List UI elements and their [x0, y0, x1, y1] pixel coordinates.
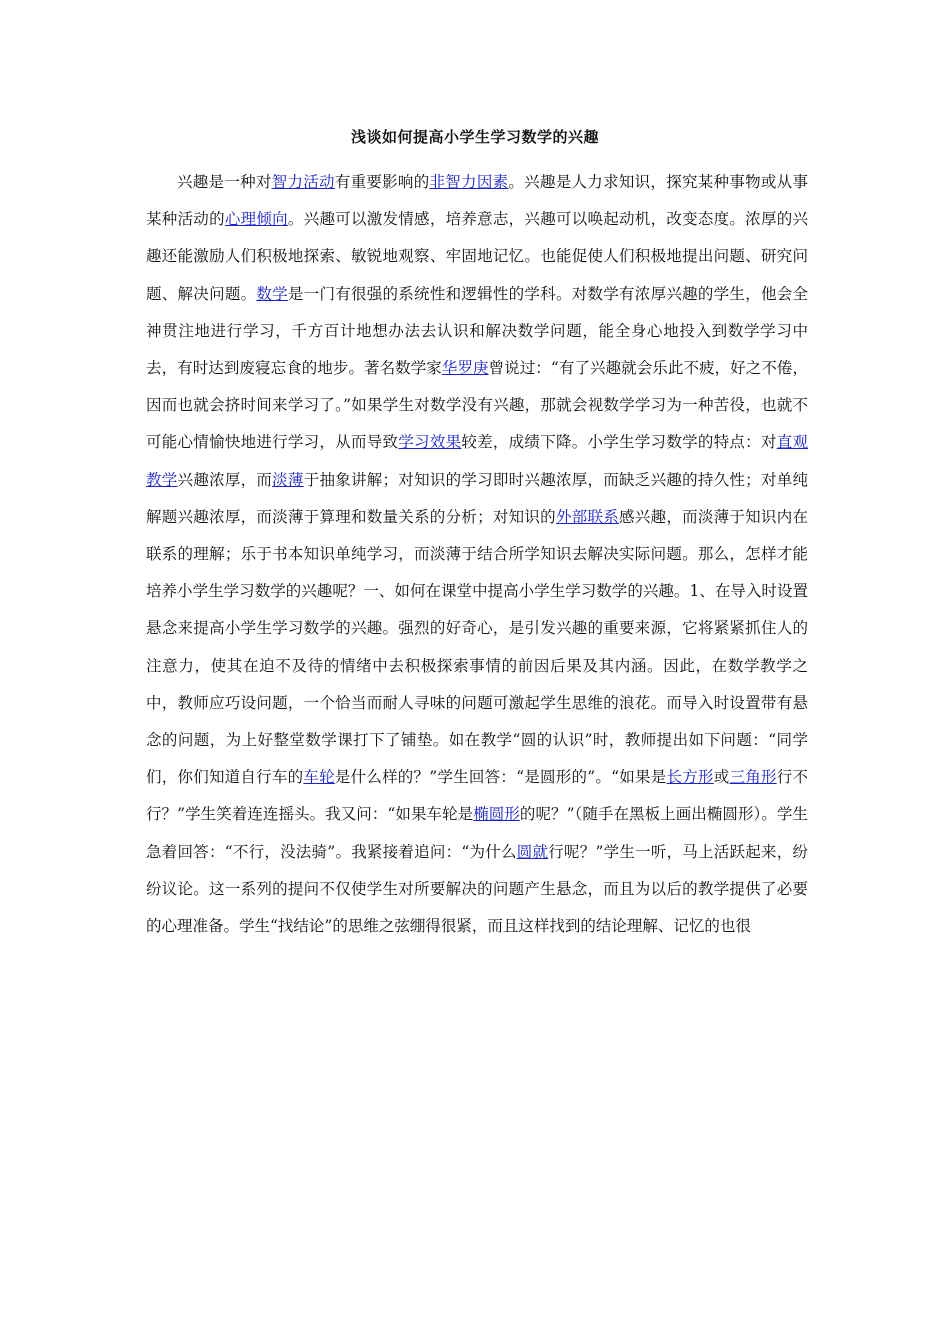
page-title: 浅谈如何提高小学生学习数学的兴趣 [350, 128, 599, 146]
hyperlink[interactable]: 椭圆形 [473, 805, 520, 824]
text-run: 行不行？”学生笑着连连摇头。我又问：“如果车轮是 [146, 768, 808, 824]
text-run: 。兴趣是人力求知识，探究某种事物或从事某种活动的 [146, 173, 808, 229]
hyperlink[interactable]: 智力活动 [271, 173, 335, 191]
text-run: 于抽象讲解；对知识的学习即时兴趣浓厚，而缺乏兴趣的持久性；对单纯解题兴趣浓厚，而淡薄于算理和数量关系的分析；对知识的 [146, 470, 808, 526]
hyperlink[interactable]: 心理倾向 [224, 210, 288, 229]
hyperlink[interactable]: 华罗庚 [441, 359, 489, 378]
text-run: 兴趣是一种对 [177, 173, 272, 191]
hyperlink[interactable]: 直观教学 [146, 433, 808, 489]
text-run: 。兴趣可以激发情感，培养意志，兴趣可以唤起动机，改变态度。浓厚的兴趣还能激励人们积极地探索、敏锐地观察、牢固地记忆。也能促使人们积极地提出问题、研究问题、解决问题。 [146, 210, 808, 303]
text-run: 有重要影响的 [334, 173, 430, 191]
text-run: 行呢？”学生一听，马上活跃起来，纷纷议论。这一系列的提问不仅使学生对所要解决的问题产生悬念，而且为以后的教学提供了必要的心理准备。学生“找结论”的思维之弦绷得很紧，而且这样找到的结论理解、记忆的也很 [146, 842, 808, 936]
text-run: 的呢？”（随手在黑板上画出椭圆形）。学生急着回答：“不行，没法骑”。我紧接着追问：“为什么 [146, 805, 808, 861]
hyperlink[interactable]: 车轮 [303, 768, 335, 787]
text-run: 较差，成绩下降。小学生学习数学的特点：对 [461, 433, 777, 452]
text-run: 感兴趣，而淡薄于知识内在联系的理解；乐于书本知识单纯学习，而淡薄于结合所学知识去解决实际问题。那么，怎样才能培养小学生学习数学的兴趣呢？一、如何在课堂中提高小学生学习数学的兴趣。1、在导入时设置悬念来提高小学生学习数学的兴趣。强烈的好奇心，是引发兴趣的重要来源，它将紧紧抓住人的注意力，使其在迫不及待的情绪中去积极探索事情的前因后果及其内涵。因此，在数学教学之中，教师应巧设问题，一个恰当而耐人寻味的问题可激起学生思维的浪花。而导入时设置带有悬念的问题，为上好整堂数学课打下了铺垫。如在教学“圆的认识”时，教师提出如下问题：“同学们，你们知道自行车的 [146, 507, 808, 787]
text-run: 或 [713, 768, 730, 787]
body-paragraph [146, 164, 808, 945]
hyperlink[interactable]: 学习效果 [398, 433, 462, 452]
text-run: 是什么样的？”学生回答：“是圆形的”。“如果是 [334, 768, 667, 787]
hyperlink[interactable]: 数学 [256, 284, 288, 303]
hyperlink[interactable]: 非智力因素 [429, 173, 509, 191]
hyperlink[interactable]: 三角形 [729, 768, 777, 787]
hyperlink[interactable]: 圆就 [516, 842, 549, 861]
text-run: 兴趣浓厚，而 [177, 470, 273, 489]
hyperlink[interactable]: 长方形 [666, 768, 714, 787]
text-run: 曾说过：“有了兴趣就会乐此不疲，好之不倦，因而也就会挤时间来学习了。”如果学生对数学没有兴趣，那就会视数学学习为一种苦役，也就不可能心情愉快地进行学习，从而导致 [146, 359, 808, 452]
text-run: 是一门有很强的系统性和逻辑性的学科。对数学有浓厚兴趣的学生，他会全神贯注地进行学习，千方百计地想办法去认识和解决数学问题，能全身心地投入到数学学习中去，有时达到废寝忘食的地步。著名数学家 [146, 284, 808, 378]
hyperlink[interactable]: 外部联系 [555, 507, 620, 526]
hyperlink[interactable]: 淡薄 [272, 470, 304, 489]
